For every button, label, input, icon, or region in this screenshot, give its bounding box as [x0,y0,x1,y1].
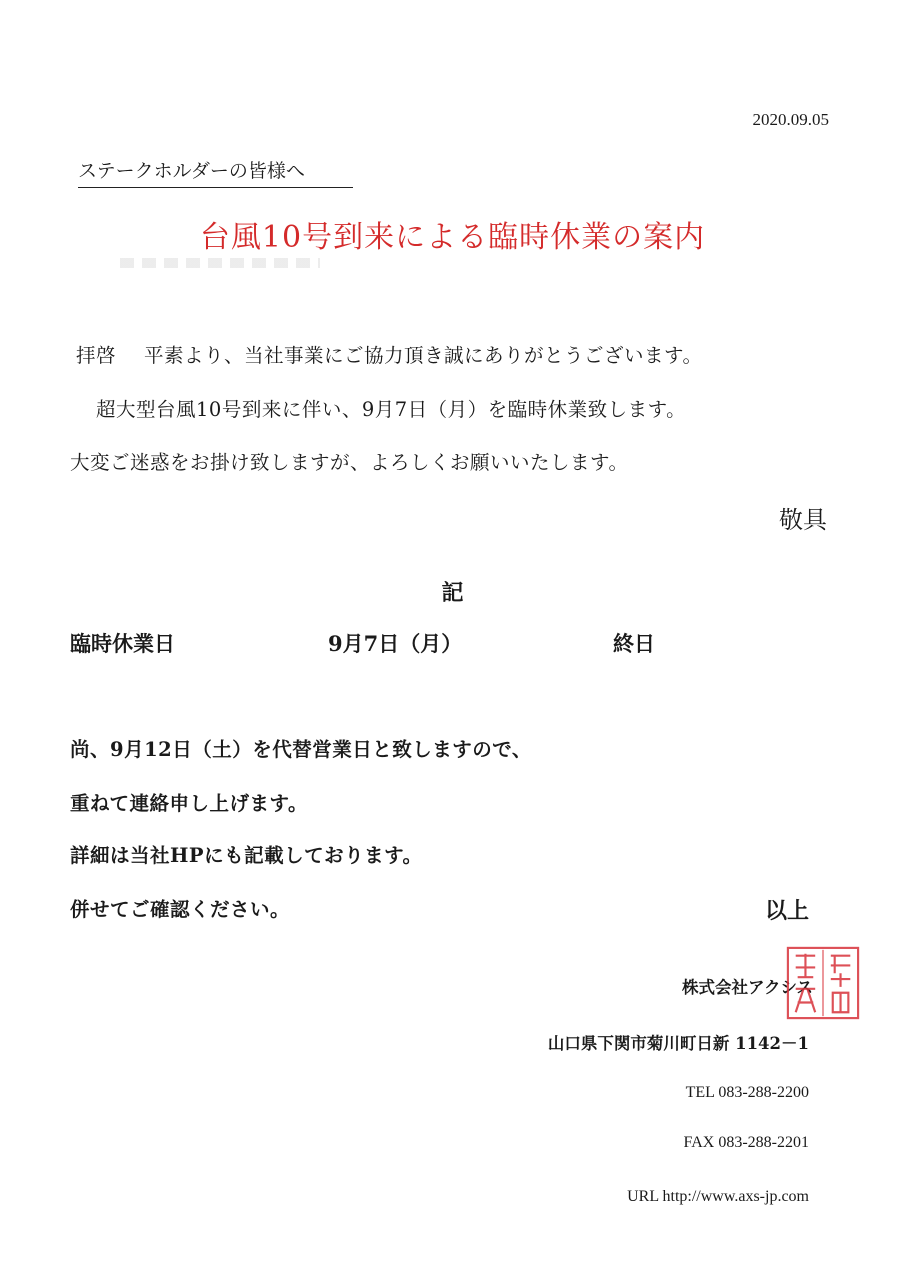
greeting-head: 拝啓 [76,344,117,367]
document-date: 2020.09.05 [752,110,829,129]
company-address: 山口県下関市菊川町日新 1142－1 [547,1034,809,1053]
closure-day-label: 臨時休業日 [70,631,175,656]
greeting-line [76,340,702,368]
company-url: URL http://www.axs-jp.com [627,1188,809,1205]
company-name: 株式会社アクシス [681,978,813,997]
note-line: 尚、9月12日（土）を代替営業日と致しますので、 [70,738,532,761]
greeting-text: 平素より、当社事業にご協力頂き誠にありがとうございます。 [144,344,703,367]
record-heading: 記 [441,580,464,606]
closure-announcement: 超大型台風10号到来に伴い、9月7日（月）を臨時休業致します。 [96,398,687,421]
closure-day-date: 9月7日（月） [328,631,463,656]
company-fax: FAX 083-288-2201 [683,1134,809,1151]
closing-salutation: 敬具 [779,506,827,534]
apology-line: 大変ご迷惑をお掛け致しますが、よろしくお願いいたします。 [70,451,629,474]
end-mark: 以上 [764,898,809,924]
note-line: 重ねて連絡申し上げます。 [70,792,308,815]
recipient-line: ステークホルダーの皆様へ [78,156,353,188]
note-line: 併せてご確認ください。 [70,898,291,921]
note-line: 詳細は当社HPにも記載しております。 [70,844,423,867]
notice-title: 台風10号到来による臨時休業の案内 [199,220,706,255]
company-seal-icon [784,944,862,1022]
closure-day-scope: 終日 [613,631,655,656]
scan-ghost-artifact [120,258,320,268]
company-tel: TEL 083-288-2200 [685,1084,809,1101]
